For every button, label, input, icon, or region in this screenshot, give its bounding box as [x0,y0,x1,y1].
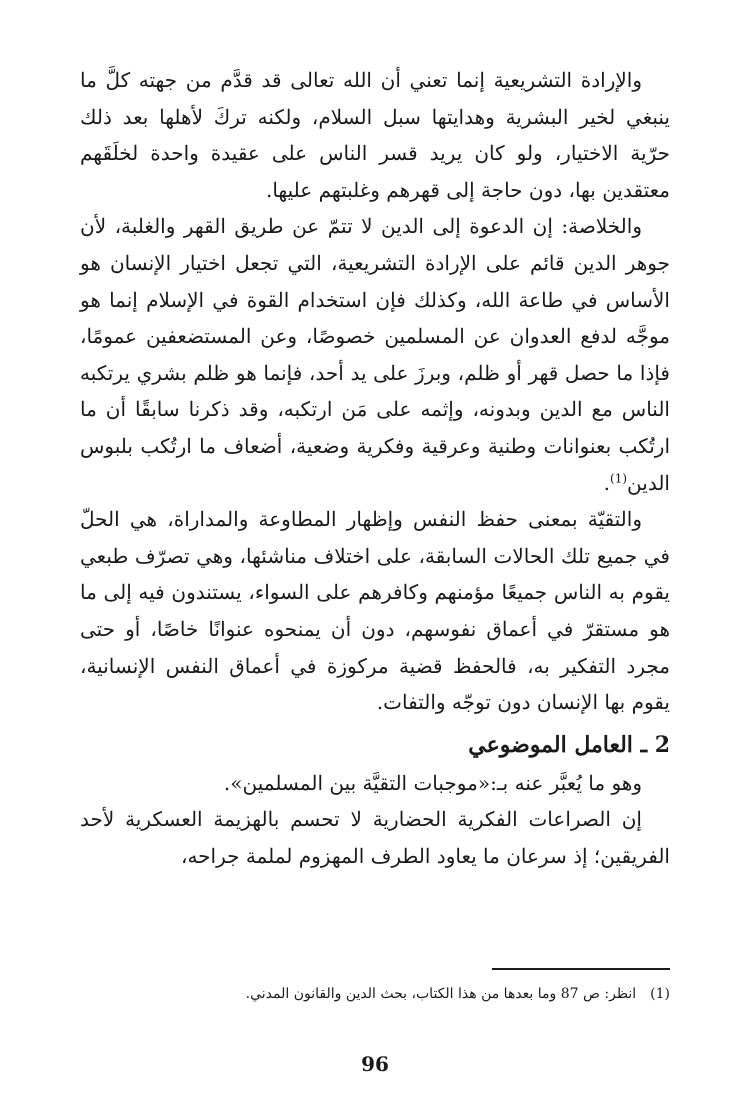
paragraph-5: إن الصراعات الفكرية الحضارية لا تحسم بالهزيمة العسكرية لأحد الفريقين؛ إذ سرعان ما يعاود الطرف المهزوم لملمة جراحه، [80,807,670,868]
section-heading: 2 ـ العامل الموضوعي [468,731,670,758]
paragraph-4: وهو ما يُعبَّر عنه بـ:«موجبات التقيَّة بين المسلمين». [223,770,642,795]
footnote-number: (1) [650,986,670,1002]
footnote-reference[interactable]: (1) [610,470,628,485]
paragraph-2-text: والخلاصة: إن الدعوة إلى الدين لا تتمّ عن طريق القهر والغلبة، لأن جوهر الدين قائم على الإرادة التشريعية، التي تجعل اختيار الإنسان هو الأساس في طاعة الله، وكذلك فإن استخدام القوة في الإسلام إنما هو موجَّه لدفع العدوان عن المسلمين خصوصًا، وعن المستضعفين عمومًا، فإذا ما حصل قهر أو ظلم، وبرزَ على يد أحد، فإنما هو ظلم بشري يرتكبه الناس مع الدين وبدونه، وإثمه على مَن ارتكبه، وقد ذكرنا سابقًا أن ما ارتُكب بعنوانات وطنية وعرقية وفكرية وضعية، أضعاف ما ارتُكب بلبوس الدين [80,214,670,495]
page-body [80,62,670,874]
page-number: 96 [361,1052,389,1076]
footnote-divider [492,968,670,970]
paragraph-2 [80,208,670,501]
paragraph-1: والإرادة التشريعية إنما تعني أن الله تعالى قد قدَّم من جهته كلَّ ما ينبغي لخير البشرية وهدايتها سبل السلام، ولكنه تركَ لأهلها بعد ذلك حرّية الاختيار، ولو كان يريد قسر الناس على عقيدة واحدة لخلَقَهم معتقدين بها، دون حاجة إلى قهرهم وغلبتهم عليها. [80,68,670,202]
footnote [80,983,670,1005]
paragraph-2-tail: . [603,470,611,495]
footnote-text: انظر: ص 87 وما بعدها من هذا الكتاب، بحث الدين والقانون المدني. [245,986,637,1002]
paragraph-3: والتقيّة بمعنى حفظ النفس وإظهار المطاوعة والمداراة، هي الحلّ في جميع تلك الحالات السابقة، على اختلاف مناشئها، وهي تصرّف طبعي يقوم به الناس جميعًا مؤمنهم وكافرهم على السواء، يستندون فيه إلى ما هو مستقرّ في أعماق نفوسهم، دون أن يمنحوه عنوانًا خاصًا، أو حتى مجرد التفكير به، فالحفظ قضية مركوزة في أعماق النفس الإنسانية، يقوم بها الإنسان دون توجّه والتفات. [80,507,671,715]
